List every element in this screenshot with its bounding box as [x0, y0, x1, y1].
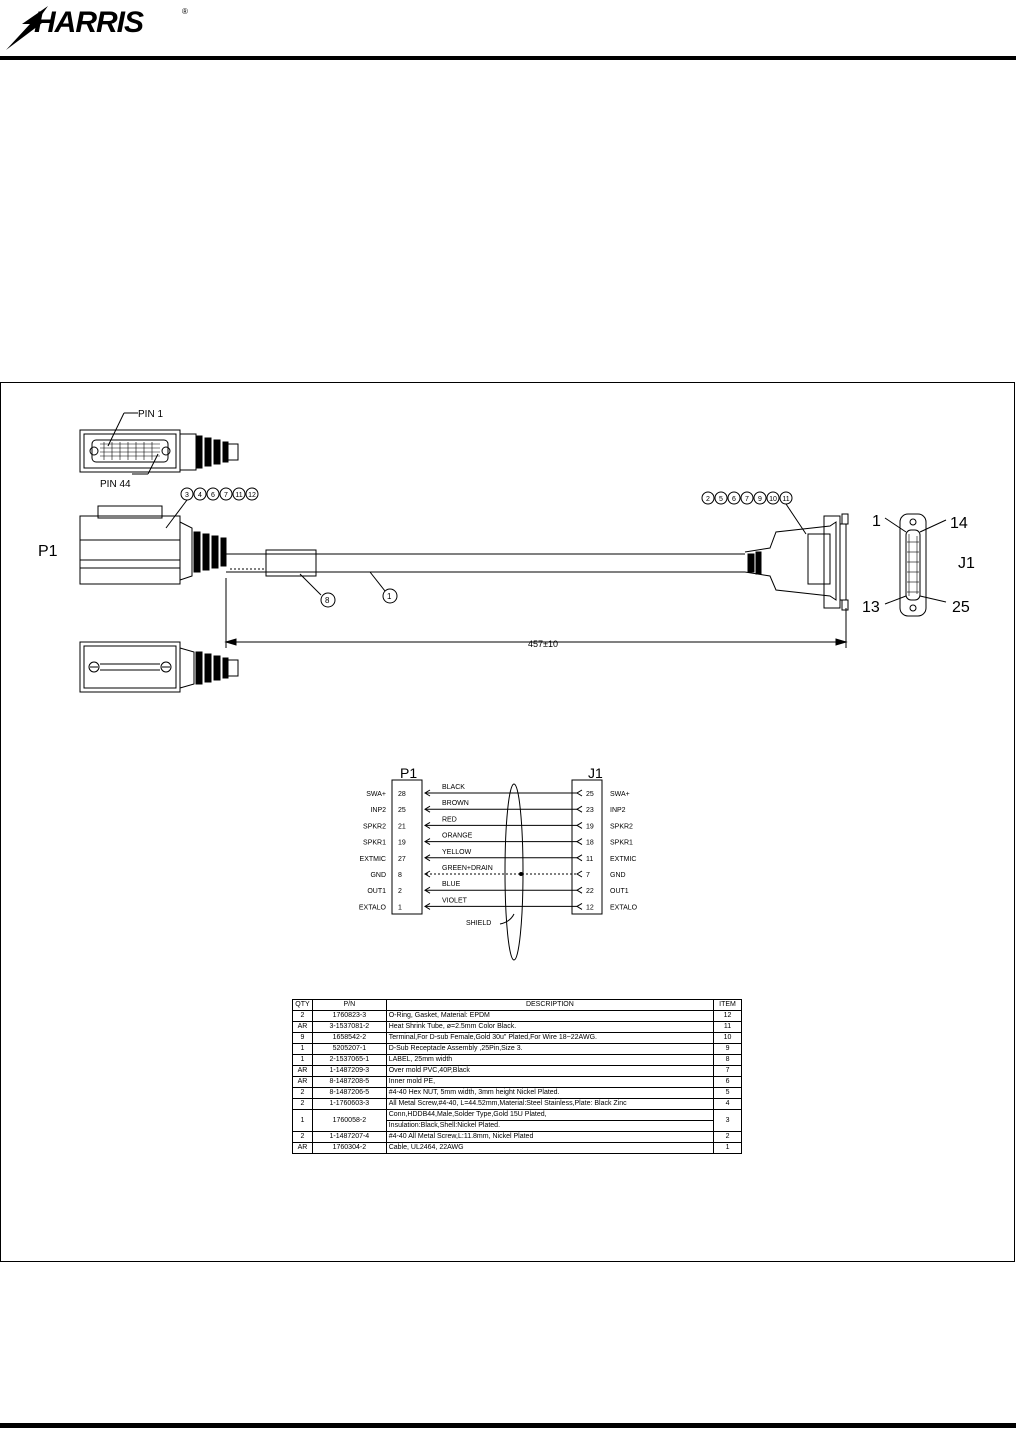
balloon-j1-item: 6: [732, 496, 736, 503]
wire-row: [370, 800, 625, 814]
bom-qty: AR: [293, 1022, 313, 1033]
bom-description: All Metal Screw,#4-40, L=44.52mm,Material:Steel Stainless,Plate: Black Zinc: [386, 1099, 713, 1110]
balloon-j1-item: 2: [706, 496, 710, 503]
bom-qty: 9: [293, 1033, 313, 1044]
j1-signal-name: EXTMIC: [610, 855, 637, 863]
bom-qty: AR: [293, 1077, 313, 1088]
header-rule: [0, 56, 1016, 60]
j1-contact-icon: [577, 806, 582, 812]
bom-description: LABEL, 25mm width: [386, 1055, 713, 1066]
wire-color-label: VIOLET: [442, 897, 467, 905]
j1-signal-name: INP2: [610, 807, 626, 815]
balloon-j1-item: 7: [745, 496, 749, 503]
bom-row: [293, 1132, 742, 1143]
bom-qty: AR: [293, 1143, 313, 1154]
bom-part-number: 1-1487207-4: [312, 1132, 386, 1143]
j1-pin-13: 13: [862, 599, 880, 616]
bom-qty: 2: [293, 1099, 313, 1110]
bom-description: Over mold PVC,40P,Black: [386, 1066, 713, 1077]
bom-body: [293, 1011, 742, 1154]
length-dimension: [226, 578, 846, 648]
bom-part-number: 5205207-1: [312, 1044, 386, 1055]
bom-row: [293, 1055, 742, 1066]
bom-qty: 2: [293, 1132, 313, 1143]
j1-signal-name: SPKR2: [610, 823, 633, 831]
bom-qty: 1: [293, 1055, 313, 1066]
bom-part-number: 3-1537081-2: [312, 1022, 386, 1033]
schematic-j1-title: J1: [588, 765, 603, 781]
pin44-label: PIN 44: [100, 479, 131, 490]
j1-pin-number: 23: [586, 807, 594, 815]
harris-logo: [4, 0, 194, 52]
wire-rows: [359, 784, 638, 911]
p1-label: P1: [38, 543, 58, 560]
bom-item: 2: [714, 1132, 742, 1143]
bom-part-number: 1760823-3: [312, 1011, 386, 1022]
bom-row: [293, 1011, 742, 1022]
balloon-p1-item: 4: [198, 492, 202, 499]
drain-junction-dot: [519, 872, 523, 876]
bom-item: 10: [714, 1033, 742, 1044]
p1-bottom-view: [80, 642, 238, 692]
bom-item: 9: [714, 1044, 742, 1055]
p1-signal-name: EXTALO: [358, 904, 386, 912]
balloon-j1-item: 9: [758, 496, 762, 503]
bom-qty: AR: [293, 1066, 313, 1077]
j1-signal-name: GND: [610, 872, 626, 879]
j1-signal-name: SWA+: [610, 791, 630, 798]
bom-row: [293, 1110, 742, 1121]
p1-signal-name: OUT1: [367, 888, 386, 896]
balloon-p1-item: 12: [248, 492, 256, 499]
bom-header-desc: DESCRIPTION: [386, 1000, 713, 1011]
p1-signal-name: SWA+: [366, 791, 386, 798]
pin1-label: PIN 1: [138, 409, 164, 420]
bom-description: D-Sub Receptacle Assembly ,25Pin,Size 3.: [386, 1044, 713, 1055]
j1-pin-number: 18: [586, 839, 594, 847]
bom-item: 11: [714, 1022, 742, 1033]
wire-color-label: GREEN+DRAIN: [442, 865, 493, 872]
bom-part-number: 1760058-2: [312, 1110, 386, 1132]
bom-row: [293, 1022, 742, 1033]
balloon-heatshrink-number: 8: [325, 596, 330, 605]
footer-rule: [0, 1423, 1016, 1428]
p1-pin-number: 1: [398, 904, 402, 912]
bom-description: O-Ring, Gasket, Material: EPDM: [386, 1011, 713, 1022]
bom-qty: 1: [293, 1044, 313, 1055]
logo-text: HARRIS: [34, 6, 144, 39]
wire-color-label: YELLOW: [442, 848, 472, 856]
bom-part-number: 1760304-2: [312, 1143, 386, 1154]
balloon-p1-item: 3: [185, 492, 189, 499]
length-dimension-value: 457±10: [528, 639, 558, 649]
balloon-p1-item: 7: [224, 492, 228, 499]
bom-part-number: 1658542-2: [312, 1033, 386, 1044]
j1-pin-number: 22: [586, 888, 594, 896]
p1-signal-name: INP2: [370, 807, 386, 815]
wire-color-label: RED: [442, 816, 457, 824]
j1-contact-icon: [577, 871, 582, 877]
p1-signal-name: SPKR2: [363, 823, 386, 831]
schematic-p1-title: P1: [400, 765, 418, 781]
p1-top-view: [80, 413, 238, 474]
bom-part-number: 1-1760603-3: [312, 1099, 386, 1110]
shield-ellipse: [505, 784, 523, 960]
balloon-j1-item: 11: [782, 496, 790, 503]
bom-description: #4-40 All Metal Screw,L:11.8mm, Nickel Plated: [386, 1132, 713, 1143]
bom-description: #4-40 Hex NUT, 5mm width, 3mm height Nickel Plated.: [386, 1088, 713, 1099]
bom-description: Cable, UL2464, 22AWG: [386, 1143, 713, 1154]
balloons-j1: [702, 492, 806, 534]
bom-row: [293, 1143, 742, 1154]
shield-label: SHIELD: [466, 920, 492, 927]
j1-pin-number: 19: [586, 823, 594, 831]
bom-row: [293, 1099, 742, 1110]
bom-header-pn: P/N: [312, 1000, 386, 1011]
balloon-p1-item: 11: [235, 492, 243, 499]
p1-pin-number: 27: [398, 855, 406, 863]
j1-pin-25: 25: [952, 599, 970, 616]
balloon-cable-number: 1: [387, 592, 392, 601]
p1-pin-number: 25: [398, 807, 406, 815]
wire-row: [363, 833, 633, 847]
bom-part-number: 2-1537065-1: [312, 1055, 386, 1066]
j1-signal-name: EXTALO: [610, 904, 638, 912]
bom-item: 7: [714, 1066, 742, 1077]
p1-signal-name: SPKR1: [363, 839, 386, 847]
j1-signal-name: OUT1: [610, 888, 629, 896]
p1-signal-name: GND: [370, 872, 386, 879]
j1-label: J1: [958, 555, 975, 572]
j1-contact-icon: [577, 903, 582, 909]
bom-header-row: [293, 1000, 742, 1011]
bom-description: Heat Shrink Tube, ø=2.5mm Color Black.: [386, 1022, 713, 1033]
wire-row: [370, 865, 625, 879]
bom-row: [293, 1066, 742, 1077]
bom-item: 5: [714, 1088, 742, 1099]
balloon-p1-item: 6: [211, 492, 215, 499]
bom-item: 4: [714, 1099, 742, 1110]
wire-row: [359, 897, 638, 911]
bom-part-number: 8-1487206-5: [312, 1088, 386, 1099]
bom-item: 1: [714, 1143, 742, 1154]
bom-item: 8: [714, 1055, 742, 1066]
j1-contact-icon: [577, 822, 582, 828]
bom-item: 6: [714, 1077, 742, 1088]
bom-row: [293, 1033, 742, 1044]
balloon-j1-item: 10: [769, 496, 777, 503]
bom-description: Terminal,For D-sub Female,Gold 30u" Plated,For Wire 18~22AWG.: [386, 1033, 713, 1044]
j1-pin-14: 14: [950, 515, 968, 532]
bom-description: Insulation:Black,Shell:Nickel Plated.: [386, 1121, 713, 1132]
bom-row: [293, 1077, 742, 1088]
bom-item: 12: [714, 1011, 742, 1022]
p1-pin-number: 8: [398, 872, 402, 879]
wire-row: [360, 849, 637, 863]
wiring-schematic: [359, 765, 638, 960]
wire-color-label: ORANGE: [442, 832, 473, 840]
j1-contact-icon: [577, 887, 582, 893]
bom-description: Inner mold PE,: [386, 1077, 713, 1088]
bom-item: 3: [714, 1110, 742, 1132]
bom-qty: 2: [293, 1011, 313, 1022]
j1-contact-icon: [577, 839, 582, 845]
p1-side-view: [80, 506, 848, 610]
p1-pin-number: 21: [398, 823, 406, 831]
bom-description: Conn,HDDB44,Male,Solder Type,Gold 15U Plated,: [386, 1110, 713, 1121]
bom-row: [293, 1088, 742, 1099]
bom-row: [293, 1044, 742, 1055]
wire-color-label: BROWN: [442, 800, 469, 808]
bom-header-qty: QTY: [293, 1000, 313, 1011]
j1-pin-number: 11: [586, 855, 594, 863]
j1-contact-icon: [577, 790, 582, 796]
bom-qty: 2: [293, 1088, 313, 1099]
j1-face-view: [885, 514, 946, 616]
bill-of-materials: [292, 999, 742, 1154]
j1-pin-number: 25: [586, 791, 594, 798]
j1-contact-icon: [577, 855, 582, 861]
wire-color-label: BLACK: [442, 784, 465, 791]
p1-pin-number: 2: [398, 888, 402, 896]
wire-color-label: BLUE: [442, 881, 461, 889]
logo-registered-mark: ®: [182, 7, 188, 16]
bom-part-number: 1-1487209-3: [312, 1066, 386, 1077]
wire-row: [366, 784, 630, 798]
balloon-j1-item: 5: [719, 496, 723, 503]
j1-pin-1: 1: [872, 513, 881, 530]
wire-row: [363, 816, 633, 830]
bom-qty: 1: [293, 1110, 313, 1132]
bom-part-number: 8-1487208-5: [312, 1077, 386, 1088]
p1-pin-number: 19: [398, 839, 406, 847]
bom-header-item: ITEM: [714, 1000, 742, 1011]
j1-pin-number: 12: [586, 904, 594, 912]
j1-signal-name: SPKR1: [610, 839, 633, 847]
wire-row: [367, 881, 628, 895]
p1-pin-number: 28: [398, 791, 406, 798]
p1-signal-name: EXTMIC: [359, 855, 386, 863]
p1-pin-block: [392, 780, 422, 914]
j1-pin-number: 7: [586, 872, 590, 879]
